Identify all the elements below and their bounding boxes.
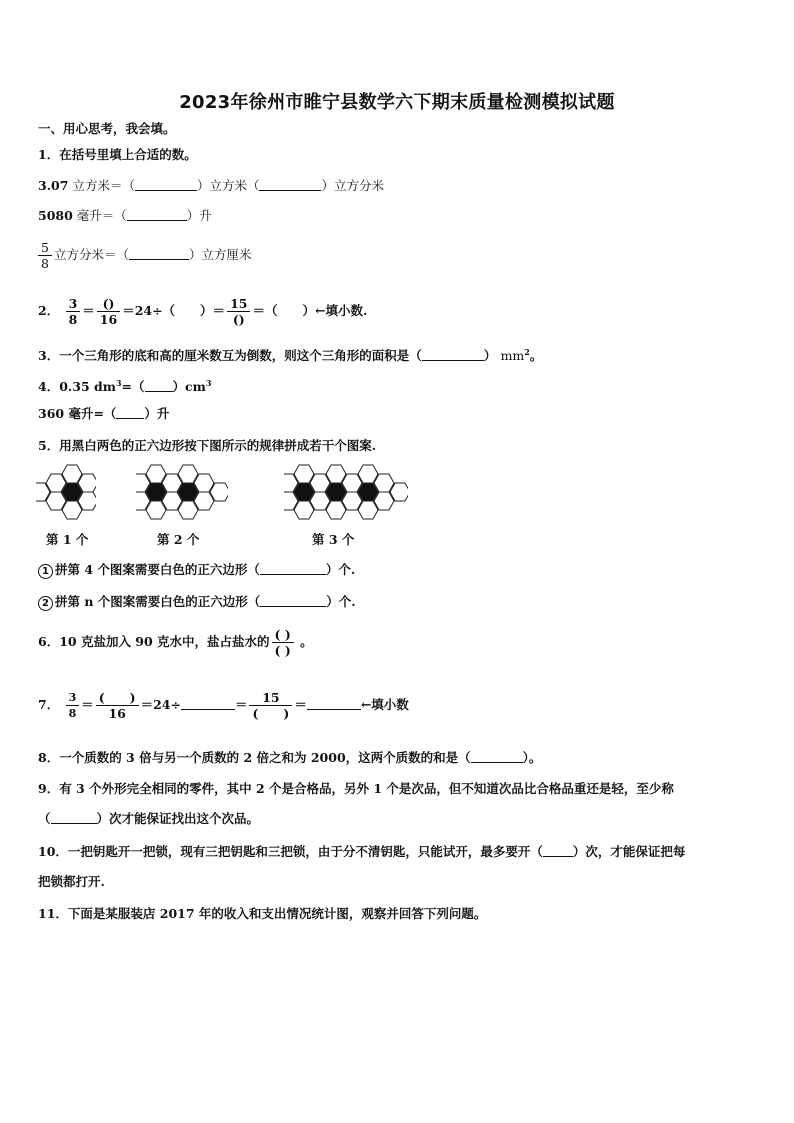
fraction-numerator: 5 [38, 240, 52, 256]
q4-line2 [38, 405, 169, 423]
answer-blank[interactable] [543, 844, 573, 857]
q7: 7． $\frac{3}{8}$ ＝ $\frac{( )}{16}$ ＝24÷ ＝ $\frac{15}{( )}$ ＝ ←填小数 [38, 690, 409, 721]
fraction-denominator: () [232, 312, 245, 327]
fraction-denominator: 8 [68, 707, 77, 720]
circled-number-1: 1 [38, 564, 53, 579]
q3-text: 3．一个三角形的底和高的厘米数互为倒数，则这个三角形的面积是（ [38, 348, 422, 364]
q6 [38, 627, 313, 658]
answer-blank[interactable] [51, 811, 97, 824]
q5-part2 [38, 593, 356, 611]
q1-l1-value: 3.07 [38, 178, 69, 193]
fraction-denominator: 16 [108, 706, 126, 721]
q1-l2-text2: ）升 [186, 208, 212, 223]
fraction-numerator: 3 [66, 690, 80, 706]
q4-b-text: 360 毫升=（ [38, 406, 117, 421]
q10-text2: ）次，才能保证把每 [572, 844, 686, 859]
q8 [38, 749, 541, 767]
fraction-denominator: 8 [41, 256, 49, 271]
fraction [249, 690, 292, 721]
q6-text: 6．10 克盐加入 90 克水中，盐占盐水的 [38, 634, 270, 649]
q7-tail: ←填小数 [360, 697, 409, 712]
q1-l3-text: 立方分米＝（ [53, 247, 129, 262]
q5-stem: 5．用黑白两色的正六边形按下图所示的规律拼成若干个图案. [38, 438, 377, 453]
q9-line2 [38, 810, 259, 828]
answer-blank[interactable] [259, 178, 321, 191]
fraction [227, 296, 250, 327]
q1-line2 [38, 207, 212, 225]
figure-caption-2: 第 2 个 [157, 532, 200, 547]
q10-line2: 把锁都打开. [38, 874, 105, 889]
q1-l1-text: 立方米＝（ [72, 178, 135, 193]
answer-blank[interactable] [145, 379, 173, 392]
answer-blank[interactable] [307, 697, 361, 710]
q3-close: ） [483, 348, 497, 364]
q5-p1-text: 拼第 4 个图案需要白色的正六边形（ [55, 562, 260, 577]
fraction-numerator: ( ) [96, 690, 139, 706]
q2-middle: ＝24÷（ ）＝ [122, 303, 226, 318]
figure-caption-3: 第 3 个 [312, 532, 355, 547]
q4-a-text: 4．0.35 dm [38, 379, 116, 395]
fraction-numerator: 15 [227, 296, 250, 312]
circled-number-2: 2 [38, 596, 53, 611]
section-heading: 一、用心思考，我会填。 [38, 121, 176, 136]
q1-line3 [38, 240, 251, 271]
q1-l1-text3: ）立方分米 [321, 178, 384, 193]
answer-blank[interactable] [129, 247, 189, 260]
answer-blank[interactable] [135, 178, 197, 191]
q1-l1-text2: ）立方米（ [196, 178, 260, 193]
answer-blank[interactable] [127, 208, 187, 221]
fraction [66, 296, 81, 327]
q10-line1 [38, 843, 685, 861]
answer-blank[interactable] [471, 750, 523, 763]
q5-p2-end: ）个. [326, 594, 356, 609]
q3 [38, 343, 542, 365]
q9-open: （ [38, 811, 51, 826]
q5-p2-text: 拼第 n 个图案需要白色的正六边形（ [55, 594, 261, 609]
fraction [38, 240, 52, 271]
q3-end: 。 [529, 348, 543, 364]
q2-number: 2． [38, 303, 60, 318]
q10-text: 10．一把钥匙开一把锁，现有三把钥匙和三把锁，由于分不清钥匙，只能试开，最多要开（ [38, 844, 543, 859]
q4-a-text3: ）cm [172, 379, 206, 395]
q7-middle: ＝24÷ [140, 697, 181, 712]
q5-p1-end: ）个. [325, 562, 356, 577]
page-title: 2023年徐州市睢宁县数学六下期末质量检测模拟试题 [179, 92, 615, 113]
q6-end: 。 [300, 634, 313, 649]
fraction-denominator: 16 [99, 312, 118, 327]
hexagon-pattern-1 [36, 464, 96, 520]
q1-l2-text: 毫升＝（ [76, 208, 127, 223]
answer-blank[interactable] [116, 406, 144, 419]
fraction-numerator: ( ) [272, 627, 294, 643]
answer-blank[interactable] [260, 594, 326, 607]
q4-a-sup: 3 [115, 378, 122, 388]
figure-caption-1: 第 1 个 [46, 532, 89, 547]
fraction [97, 296, 120, 327]
q4-a-sup2: 3 [205, 378, 212, 388]
q4-b-text2: ）升 [144, 406, 170, 421]
answer-blank[interactable] [181, 697, 235, 710]
fraction [96, 690, 139, 721]
equals-sign: ＝ [82, 303, 95, 318]
q4-line1 [38, 374, 211, 396]
fraction-denominator: 8 [68, 312, 78, 327]
fraction-numerator: 3 [66, 296, 81, 312]
hexagon-pattern-2 [136, 464, 228, 520]
q1-l2-value: 5080 [38, 208, 73, 223]
q5-part1 [38, 561, 355, 579]
q2-tail: ＝（ ）←填小数. [252, 303, 368, 318]
q1-line1 [38, 177, 384, 195]
q3-unit: mm [500, 348, 525, 364]
fraction [66, 690, 80, 721]
q1-stem: 1．在括号里填上合适的数。 [38, 147, 197, 162]
q4-a-text2: =（ [121, 379, 145, 395]
q9-line1: 9．有 3 个外形完全相同的零件，其中 2 个是合格品，另外 1 个是次品，但不知道次品比合格品重还是轻，至少称 [38, 781, 674, 796]
fraction-denominator: ( ) [274, 643, 291, 658]
answer-blank[interactable] [422, 348, 484, 361]
fraction-numerator: () [97, 296, 120, 312]
answer-blank[interactable] [260, 562, 326, 575]
q3-unit-sup: 2 [524, 347, 530, 357]
q8-text: 8．一个质数的 3 倍与另一个质数的 2 倍之和为 2000，这两个质数的和是（ [38, 750, 471, 765]
q8-end: ）。 [522, 750, 542, 765]
q7-number: 7． [38, 697, 60, 712]
q2 [38, 296, 367, 327]
q9-text: ）次才能保证找出这个次品。 [96, 811, 260, 826]
q11: 11．下面是某服装店 2017 年的收入和支出情况统计图，观察并回答下列问题。 [38, 906, 487, 921]
hexagon-pattern-3 [284, 464, 408, 520]
fraction-denominator: ( ) [252, 706, 290, 721]
fraction-numerator: 15 [249, 690, 292, 706]
fraction [272, 627, 294, 658]
q1-l3-text2: ）立方厘米 [188, 247, 252, 262]
